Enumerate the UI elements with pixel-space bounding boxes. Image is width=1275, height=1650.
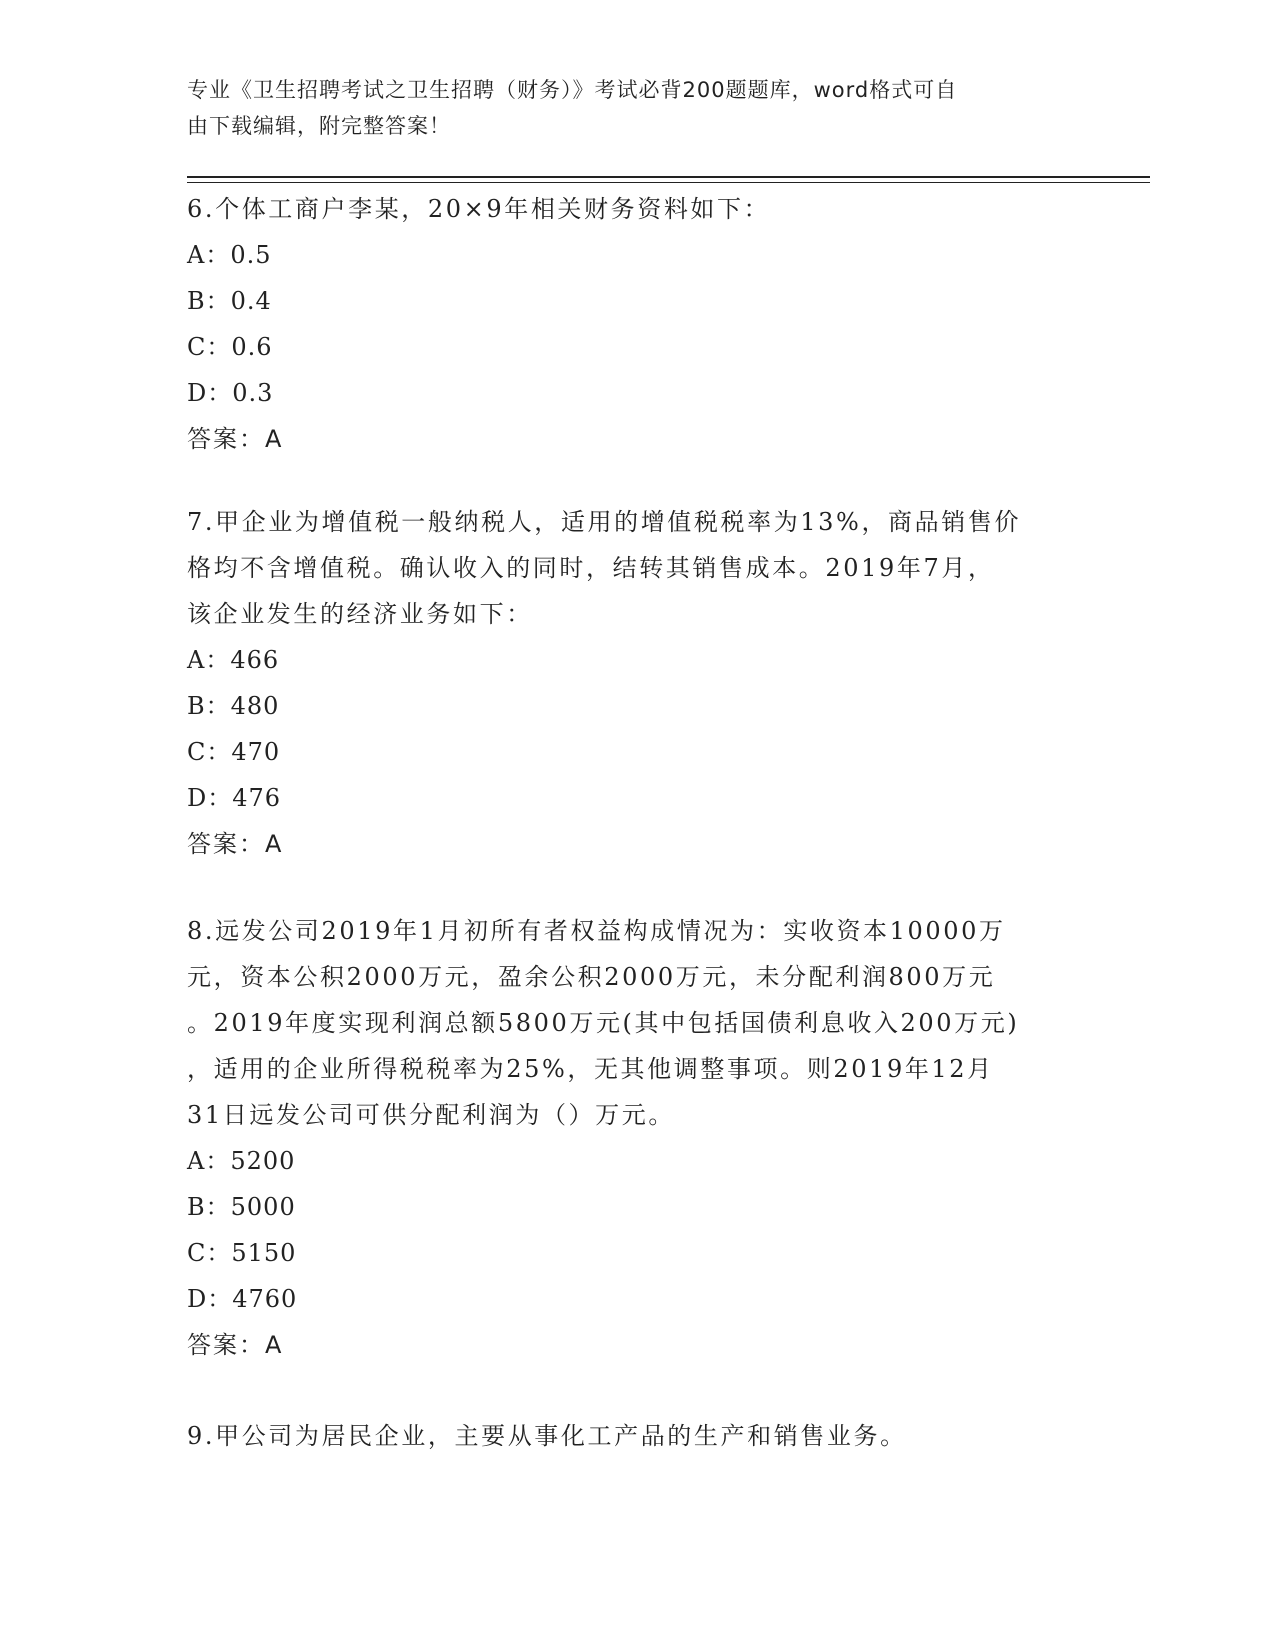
question-stem	[187, 186, 1087, 232]
header-rule-thick	[187, 176, 1150, 178]
header-line-2: 由下载编辑，附完整答案！	[187, 114, 451, 138]
option-b: B：5000	[187, 1193, 296, 1221]
stem-line: 格均不含增值税。确认收入的同时，结转其销售成本。2019年7月，	[187, 554, 995, 582]
stem-line: 。2019年度实现利润总额5800万元(其中包括国债利息收入200万元)	[187, 1009, 1020, 1037]
option-a: A：466	[187, 646, 280, 674]
answer: 答案：A	[187, 425, 284, 453]
option-b: B：480	[187, 692, 280, 720]
answer: 答案：A	[187, 1331, 284, 1359]
stem-line: 9.甲公司为居民企业，主要从事化工产品的生产和销售业务。	[187, 1422, 907, 1450]
document-header	[187, 72, 1067, 144]
option-b: B：0.4	[187, 287, 272, 315]
option-c: C：0.6	[187, 333, 273, 361]
question-stem	[187, 499, 1087, 637]
answer: 答案：A	[187, 830, 284, 858]
option-d: D：476	[187, 784, 282, 812]
question-6	[187, 186, 1087, 462]
stem-line: ，适用的企业所得税税率为25%，无其他调整事项。则2019年12月	[187, 1055, 994, 1083]
question-7	[187, 499, 1087, 867]
question-stem	[187, 908, 1087, 1138]
stem-line: 该企业发生的经济业务如下：	[187, 600, 533, 628]
stem-line: 6.个体工商户李某，20×9年相关财务资料如下：	[187, 195, 771, 223]
stem-line: 31日远发公司可供分配利润为（）万元。	[187, 1101, 675, 1129]
header-rule-thin	[187, 182, 1150, 183]
stem-line: 8.远发公司2019年1月初所有者权益构成情况为：实收资本10000万	[187, 917, 1006, 945]
option-d: D：4760	[187, 1285, 298, 1313]
header-line-1: 专业《卫生招聘考试之卫生招聘（财务）》考试必背200题题库，word格式可自	[187, 78, 958, 102]
question-8	[187, 908, 1087, 1368]
option-c: C：470	[187, 738, 281, 766]
question-9	[187, 1413, 1087, 1459]
stem-line: 元，资本公积2000万元，盈余公积2000万元，未分配利润800万元	[187, 963, 996, 991]
option-a: A：5200	[187, 1147, 296, 1175]
question-stem	[187, 1413, 1087, 1459]
option-c: C：5150	[187, 1239, 297, 1267]
stem-line: 7.甲企业为增值税一般纳税人，适用的增值税税率为13%，商品销售价	[187, 508, 1022, 536]
option-d: D：0.3	[187, 379, 274, 407]
option-a: A：0.5	[187, 241, 272, 269]
